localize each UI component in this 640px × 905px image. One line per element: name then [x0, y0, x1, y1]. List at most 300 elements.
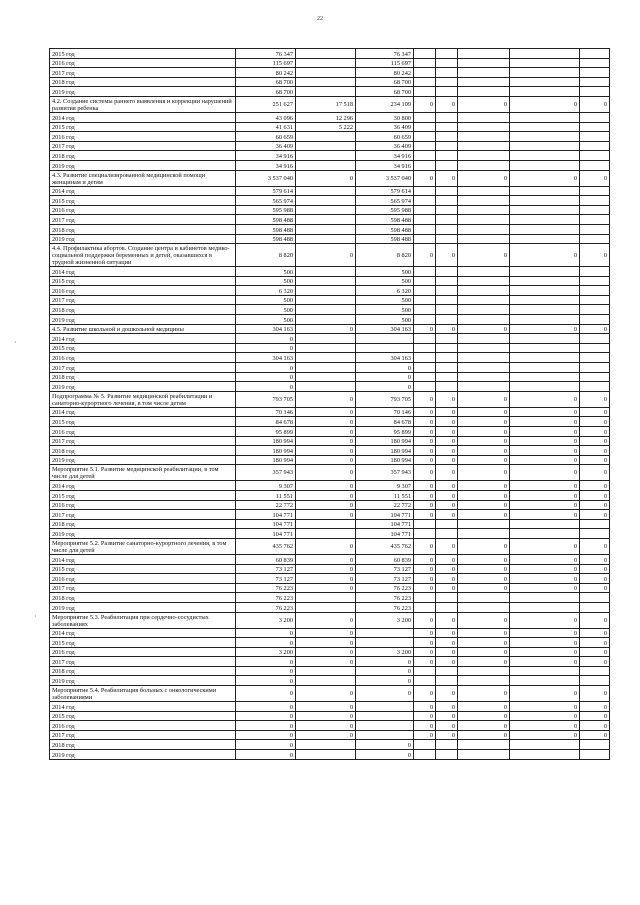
table-row: [50, 407, 610, 417]
regional-amount: [356, 721, 414, 731]
col-c-amount: 0: [458, 702, 510, 712]
row-label: 2015 год: [50, 564, 236, 574]
table-row: [50, 315, 610, 325]
col-a-amount: 0: [414, 500, 436, 510]
regional-amount: 36 409: [356, 141, 414, 151]
total-amount: 0: [236, 730, 296, 740]
col-a-amount: [414, 295, 436, 305]
col-a-amount: [414, 305, 436, 315]
federal-amount: [296, 602, 356, 612]
col-a-amount: 0: [414, 564, 436, 574]
page-number: 22: [317, 16, 323, 22]
row-label: 2019 год: [50, 382, 236, 392]
row-label: 2016 год: [50, 205, 236, 215]
col-b-amount: 0: [436, 481, 458, 491]
table-row: [50, 593, 610, 603]
row-label: 4.4. Профилактика абортов. Создание центра и кабинетов медико-социальной поддержки беременных и детей, оказавшихся в трудной жизненной ситуации: [50, 244, 236, 267]
regional-amount: 0: [356, 686, 414, 702]
col-a-amount: 0: [414, 628, 436, 638]
federal-amount: [296, 353, 356, 363]
total-amount: 500: [236, 295, 296, 305]
federal-amount: [296, 49, 356, 59]
col-d-amount: [510, 276, 580, 286]
col-c-amount: 0: [458, 647, 510, 657]
col-b-amount: [436, 602, 458, 612]
regional-amount: 34 916: [356, 160, 414, 170]
federal-amount: 0: [296, 455, 356, 465]
col-c-amount: [458, 286, 510, 296]
col-d-amount: 0: [510, 510, 580, 520]
col-a-amount: 0: [414, 538, 436, 554]
col-a-amount: [414, 750, 436, 760]
table-row: [50, 141, 610, 151]
total-amount: 0: [236, 334, 296, 344]
total-amount: 76 223: [236, 602, 296, 612]
col-c-amount: [458, 676, 510, 686]
federal-amount: [296, 276, 356, 286]
table-row: [50, 564, 610, 574]
col-c-amount: 0: [458, 657, 510, 667]
col-d-amount: 0: [510, 711, 580, 721]
total-amount: 70 146: [236, 407, 296, 417]
col-c-amount: 0: [458, 628, 510, 638]
col-c-amount: [458, 519, 510, 529]
row-label: 2017 год: [50, 215, 236, 225]
row-label: 2018 год: [50, 666, 236, 676]
total-amount: 304 163: [236, 353, 296, 363]
row-label: 2015 год: [50, 276, 236, 286]
col-d-amount: 0: [510, 481, 580, 491]
col-d-amount: 0: [510, 455, 580, 465]
col-b-amount: 0: [436, 711, 458, 721]
col-b-amount: [436, 141, 458, 151]
total-amount: 598 488: [236, 215, 296, 225]
total-amount: 565 974: [236, 196, 296, 206]
row-label: 2017 год: [50, 657, 236, 667]
col-b-amount: [436, 295, 458, 305]
table-row: [50, 519, 610, 529]
total-amount: 60 839: [236, 554, 296, 564]
federal-amount: [296, 666, 356, 676]
col-a-amount: [414, 286, 436, 296]
federal-amount: [296, 315, 356, 325]
regional-amount: 76 223: [356, 583, 414, 593]
table-row: [50, 583, 610, 593]
col-a-amount: 0: [414, 436, 436, 446]
row-label: 2016 год: [50, 427, 236, 437]
federal-amount: 0: [296, 702, 356, 712]
row-label: 2015 год: [50, 417, 236, 427]
table-row: [50, 87, 610, 97]
table-row: [50, 96, 610, 112]
col-a-amount: [414, 382, 436, 392]
total-amount: 22 772: [236, 500, 296, 510]
col-c-amount: [458, 224, 510, 234]
col-d-amount: [510, 750, 580, 760]
col-a-amount: [414, 315, 436, 325]
col-b-amount: 0: [436, 490, 458, 500]
table-row: [50, 77, 610, 87]
col-c-amount: [458, 353, 510, 363]
regional-amount: 60 839: [356, 554, 414, 564]
row-label: 2017 год: [50, 436, 236, 446]
federal-amount: [296, 305, 356, 315]
table-row: [50, 529, 610, 539]
col-a-amount: [414, 740, 436, 750]
col-e-amount: [580, 295, 610, 305]
col-d-amount: 0: [510, 583, 580, 593]
col-e-amount: 0: [580, 446, 610, 456]
col-e-amount: 0: [580, 564, 610, 574]
total-amount: 0: [236, 721, 296, 731]
col-b-amount: [436, 276, 458, 286]
table-row: [50, 267, 610, 277]
col-c-amount: [458, 305, 510, 315]
regional-amount: [356, 334, 414, 344]
federal-amount: 0: [296, 391, 356, 407]
col-e-amount: [580, 132, 610, 142]
regional-amount: 500: [356, 267, 414, 277]
col-e-amount: 0: [580, 500, 610, 510]
total-amount: 104 771: [236, 510, 296, 520]
total-amount: 0: [236, 363, 296, 373]
col-b-amount: 0: [436, 436, 458, 446]
row-label: Мероприятие 5.2. Развитие санаторно-курортного лечения, в том числе для детей: [50, 538, 236, 554]
total-amount: 0: [236, 372, 296, 382]
regional-amount: [356, 730, 414, 740]
col-b-amount: 0: [436, 465, 458, 481]
col-e-amount: 0: [580, 638, 610, 648]
col-b-amount: 0: [436, 574, 458, 584]
col-d-amount: [510, 234, 580, 244]
col-e-amount: 0: [580, 583, 610, 593]
col-d-amount: [510, 112, 580, 122]
federal-amount: [296, 160, 356, 170]
col-b-amount: [436, 68, 458, 78]
col-e-amount: 0: [580, 436, 610, 446]
col-d-amount: [510, 132, 580, 142]
row-label: 2014 год: [50, 186, 236, 196]
col-a-amount: 0: [414, 170, 436, 186]
regional-amount: 357 943: [356, 465, 414, 481]
regional-amount: 500: [356, 276, 414, 286]
col-a-amount: 0: [414, 407, 436, 417]
table-row: [50, 49, 610, 59]
col-d-amount: [510, 77, 580, 87]
col-a-amount: 0: [414, 324, 436, 334]
table-row: [50, 305, 610, 315]
table-row: [50, 657, 610, 667]
total-amount: 68 700: [236, 77, 296, 87]
total-amount: 180 994: [236, 446, 296, 456]
total-amount: 598 488: [236, 224, 296, 234]
col-e-amount: [580, 276, 610, 286]
col-e-amount: 0: [580, 702, 610, 712]
col-b-amount: [436, 58, 458, 68]
budget-table: [49, 48, 610, 760]
col-c-amount: 0: [458, 455, 510, 465]
federal-amount: 0: [296, 490, 356, 500]
regional-amount: 304 163: [356, 324, 414, 334]
col-a-amount: [414, 112, 436, 122]
col-b-amount: [436, 112, 458, 122]
col-b-amount: [436, 343, 458, 353]
row-label: 2018 год: [50, 593, 236, 603]
col-d-amount: 0: [510, 612, 580, 628]
table-row: [50, 490, 610, 500]
regional-amount: [356, 702, 414, 712]
col-b-amount: [436, 305, 458, 315]
regional-amount: 598 488: [356, 215, 414, 225]
col-b-amount: 0: [436, 686, 458, 702]
scan-speck: ·: [14, 338, 17, 347]
row-label: 2014 год: [50, 554, 236, 564]
total-amount: 435 762: [236, 538, 296, 554]
total-amount: 41 631: [236, 122, 296, 132]
col-c-amount: [458, 343, 510, 353]
regional-amount: 234 109: [356, 96, 414, 112]
col-c-amount: [458, 593, 510, 603]
col-c-amount: 0: [458, 574, 510, 584]
row-label: 4.3. Развитие специализированной медицинской помощи женщинам и детям: [50, 170, 236, 186]
total-amount: 8 820: [236, 244, 296, 267]
federal-amount: 0: [296, 721, 356, 731]
col-b-amount: [436, 205, 458, 215]
col-e-amount: [580, 315, 610, 325]
table-row: [50, 196, 610, 206]
regional-amount: 0: [356, 740, 414, 750]
federal-amount: 0: [296, 465, 356, 481]
table-row: [50, 666, 610, 676]
regional-amount: 3 200: [356, 647, 414, 657]
col-d-amount: [510, 160, 580, 170]
col-a-amount: [414, 196, 436, 206]
col-c-amount: 0: [458, 481, 510, 491]
col-a-amount: 0: [414, 96, 436, 112]
col-d-amount: [510, 87, 580, 97]
table-row: [50, 295, 610, 305]
col-e-amount: 0: [580, 391, 610, 407]
table-row: [50, 750, 610, 760]
regional-amount: 579 614: [356, 186, 414, 196]
col-b-amount: 0: [436, 538, 458, 554]
col-d-amount: 0: [510, 686, 580, 702]
total-amount: 76 347: [236, 49, 296, 59]
col-a-amount: [414, 49, 436, 59]
col-c-amount: 0: [458, 436, 510, 446]
total-amount: 500: [236, 276, 296, 286]
col-e-amount: [580, 87, 610, 97]
col-c-amount: [458, 160, 510, 170]
col-b-amount: [436, 334, 458, 344]
col-a-amount: [414, 276, 436, 286]
col-c-amount: 0: [458, 564, 510, 574]
regional-amount: 180 994: [356, 446, 414, 456]
row-label: 2019 год: [50, 315, 236, 325]
col-a-amount: 0: [414, 686, 436, 702]
col-d-amount: 0: [510, 436, 580, 446]
col-b-amount: [436, 740, 458, 750]
col-b-amount: 0: [436, 170, 458, 186]
col-e-amount: 0: [580, 628, 610, 638]
total-amount: 104 771: [236, 529, 296, 539]
col-c-amount: 0: [458, 686, 510, 702]
table-row: [50, 686, 610, 702]
col-c-amount: 0: [458, 721, 510, 731]
row-label: 2018 год: [50, 305, 236, 315]
col-e-amount: [580, 151, 610, 161]
col-e-amount: [580, 77, 610, 87]
row-label: 2019 год: [50, 87, 236, 97]
table-row: [50, 343, 610, 353]
row-label: 4.5. Развитие школьной и дошкольной медицины: [50, 324, 236, 334]
table-row: [50, 286, 610, 296]
row-label: 2019 год: [50, 160, 236, 170]
total-amount: 76 223: [236, 583, 296, 593]
total-amount: 0: [236, 666, 296, 676]
federal-amount: 0: [296, 407, 356, 417]
regional-amount: 0: [356, 382, 414, 392]
col-d-amount: 0: [510, 500, 580, 510]
col-e-amount: [580, 112, 610, 122]
table-row: [50, 612, 610, 628]
table-row: [50, 465, 610, 481]
col-b-amount: [436, 529, 458, 539]
table-row: [50, 324, 610, 334]
col-e-amount: [580, 750, 610, 760]
table-row: [50, 554, 610, 564]
table-row: [50, 676, 610, 686]
federal-amount: [296, 141, 356, 151]
total-amount: 73 127: [236, 574, 296, 584]
col-c-amount: 0: [458, 407, 510, 417]
total-amount: 9 307: [236, 481, 296, 491]
col-c-amount: 0: [458, 170, 510, 186]
col-d-amount: 0: [510, 96, 580, 112]
col-d-amount: [510, 343, 580, 353]
col-a-amount: [414, 87, 436, 97]
col-d-amount: [510, 593, 580, 603]
col-c-amount: [458, 186, 510, 196]
col-d-amount: 0: [510, 324, 580, 334]
col-d-amount: 0: [510, 702, 580, 712]
col-d-amount: 0: [510, 490, 580, 500]
budget-table-sheet: [49, 48, 609, 760]
regional-amount: 60 659: [356, 132, 414, 142]
table-row: [50, 647, 610, 657]
col-e-amount: 0: [580, 510, 610, 520]
total-amount: 0: [236, 638, 296, 648]
col-c-amount: [458, 151, 510, 161]
col-b-amount: 0: [436, 657, 458, 667]
col-d-amount: [510, 215, 580, 225]
col-b-amount: [436, 132, 458, 142]
total-amount: 34 916: [236, 160, 296, 170]
federal-amount: 0: [296, 628, 356, 638]
total-amount: 11 551: [236, 490, 296, 500]
col-e-amount: 0: [580, 96, 610, 112]
federal-amount: [296, 334, 356, 344]
col-d-amount: 0: [510, 554, 580, 564]
col-a-amount: [414, 666, 436, 676]
col-e-amount: 0: [580, 244, 610, 267]
col-e-amount: 0: [580, 465, 610, 481]
col-d-amount: 0: [510, 657, 580, 667]
col-e-amount: [580, 666, 610, 676]
row-label: 2018 год: [50, 519, 236, 529]
col-e-amount: 0: [580, 647, 610, 657]
table-row: [50, 382, 610, 392]
col-e-amount: 0: [580, 538, 610, 554]
col-c-amount: [458, 122, 510, 132]
table-row: [50, 711, 610, 721]
col-d-amount: 0: [510, 427, 580, 437]
regional-amount: 0: [356, 372, 414, 382]
col-a-amount: 0: [414, 427, 436, 437]
col-c-amount: [458, 58, 510, 68]
col-a-amount: 0: [414, 481, 436, 491]
col-b-amount: 0: [436, 96, 458, 112]
regional-amount: 68 700: [356, 77, 414, 87]
regional-amount: 104 771: [356, 529, 414, 539]
col-a-amount: 0: [414, 455, 436, 465]
total-amount: 68 700: [236, 87, 296, 97]
row-label: 2017 год: [50, 295, 236, 305]
col-c-amount: [458, 77, 510, 87]
col-e-amount: [580, 49, 610, 59]
col-d-amount: [510, 186, 580, 196]
row-label: 2014 год: [50, 407, 236, 417]
regional-amount: 76 347: [356, 49, 414, 59]
col-c-amount: [458, 740, 510, 750]
federal-amount: [296, 215, 356, 225]
federal-amount: [296, 68, 356, 78]
col-a-amount: 0: [414, 490, 436, 500]
federal-amount: 0: [296, 711, 356, 721]
federal-amount: 0: [296, 554, 356, 564]
table-row: [50, 334, 610, 344]
col-b-amount: [436, 87, 458, 97]
table-row: [50, 68, 610, 78]
row-label: 2017 год: [50, 730, 236, 740]
total-amount: 0: [236, 343, 296, 353]
col-b-amount: [436, 196, 458, 206]
col-e-amount: 0: [580, 481, 610, 491]
regional-amount: 70 146: [356, 407, 414, 417]
col-d-amount: [510, 122, 580, 132]
col-c-amount: [458, 529, 510, 539]
regional-amount: 565 974: [356, 196, 414, 206]
col-e-amount: [580, 343, 610, 353]
table-row: [50, 151, 610, 161]
col-c-amount: [458, 87, 510, 97]
row-label: 2015 год: [50, 49, 236, 59]
total-amount: 60 659: [236, 132, 296, 142]
total-amount: 3 200: [236, 647, 296, 657]
col-c-amount: 0: [458, 538, 510, 554]
total-amount: 115 697: [236, 58, 296, 68]
table-row: [50, 132, 610, 142]
federal-amount: 0: [296, 686, 356, 702]
federal-amount: 12 296: [296, 112, 356, 122]
col-c-amount: 0: [458, 500, 510, 510]
row-label: 2015 год: [50, 638, 236, 648]
col-a-amount: 0: [414, 721, 436, 731]
row-label: 2018 год: [50, 740, 236, 750]
col-d-amount: 0: [510, 538, 580, 554]
col-c-amount: 0: [458, 730, 510, 740]
federal-amount: [296, 224, 356, 234]
